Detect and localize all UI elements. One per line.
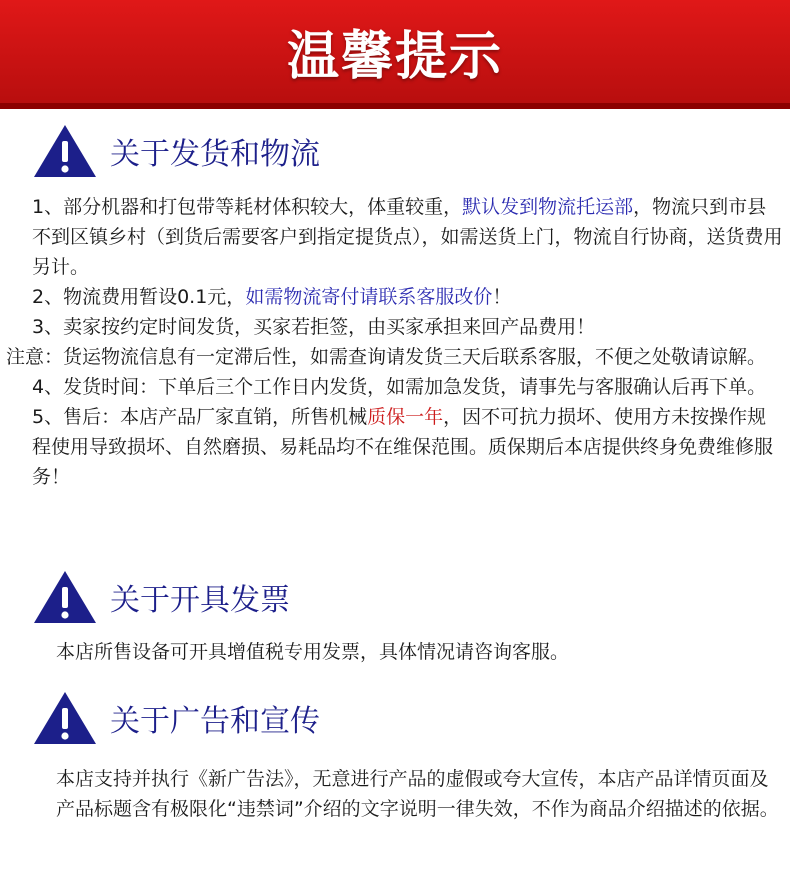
- banner-title: 温馨提示: [286, 27, 503, 87]
- shipping-item-5: 5、售后：本店产品厂家直销，所售机械质保一年，因不可抗力损坏、使用方未按操作规程使用导致损坏、自然磨损、易耗品均不在维保范围。质保期后本店提供终身免费维修服务！: [32, 406, 774, 488]
- section-heading-invoice: [32, 566, 290, 628]
- shipping-content: [6, 192, 784, 492]
- advertising-text: 本店支持并执行《新广告法》，无意进行产品的虚假或夸大宣传，本店产品详情页面及产品标题含有极限化“违禁词”介绍的文字说明一律失效，不作为商品介绍描述的依据。: [56, 768, 779, 820]
- section-heading-advertising: [32, 687, 320, 749]
- section-title-advertising: 关于广告和宣传: [110, 704, 320, 739]
- invoice-text: 本店所售设备可开具增值税专用发票，具体情况请咨询客服。: [56, 641, 570, 663]
- shipping-item-1: 1、部分机器和打包带等耗材体积较大，体重较重，默认发到物流托运部，物流只到市县不到区镇乡村（到货后需要客户到指定提货点），如需送货上门，物流自行协商，送货费用另计。: [32, 196, 783, 278]
- warning-triangle-icon: [32, 569, 98, 625]
- warning-triangle-icon: [32, 690, 98, 746]
- shipping-item-4: 4、发货时间：下单后三个工作日内发货，如需加急发货，请事先与客服确认后再下单。: [32, 376, 767, 398]
- shipping-default-highlight: 默认发到物流托运部: [462, 196, 634, 218]
- shipping-item-2: 2、物流费用暂设0.1元，如需物流寄付请联系客服改价！: [32, 286, 512, 308]
- warranty-highlight: 质保一年: [367, 406, 444, 428]
- advertising-content: [6, 764, 784, 824]
- section-title-invoice: 关于开具发票: [110, 583, 290, 618]
- shipping-fee-highlight: 如需物流寄付请联系客服改价: [245, 286, 493, 308]
- shipping-note: 注意：货运物流信息有一定滞后性，如需查询请发货三天后联系客服，不便之处敬请谅解。: [6, 346, 767, 368]
- invoice-content: [6, 637, 784, 667]
- shipping-item-3: 3、卖家按约定时间发货，买家若拒签，由买家承担来回产品费用！: [32, 316, 596, 338]
- section-heading-shipping: [32, 120, 320, 182]
- warning-triangle-icon: [32, 123, 98, 179]
- section-title-shipping: 关于发货和物流: [110, 137, 320, 172]
- header-banner: [0, 0, 790, 109]
